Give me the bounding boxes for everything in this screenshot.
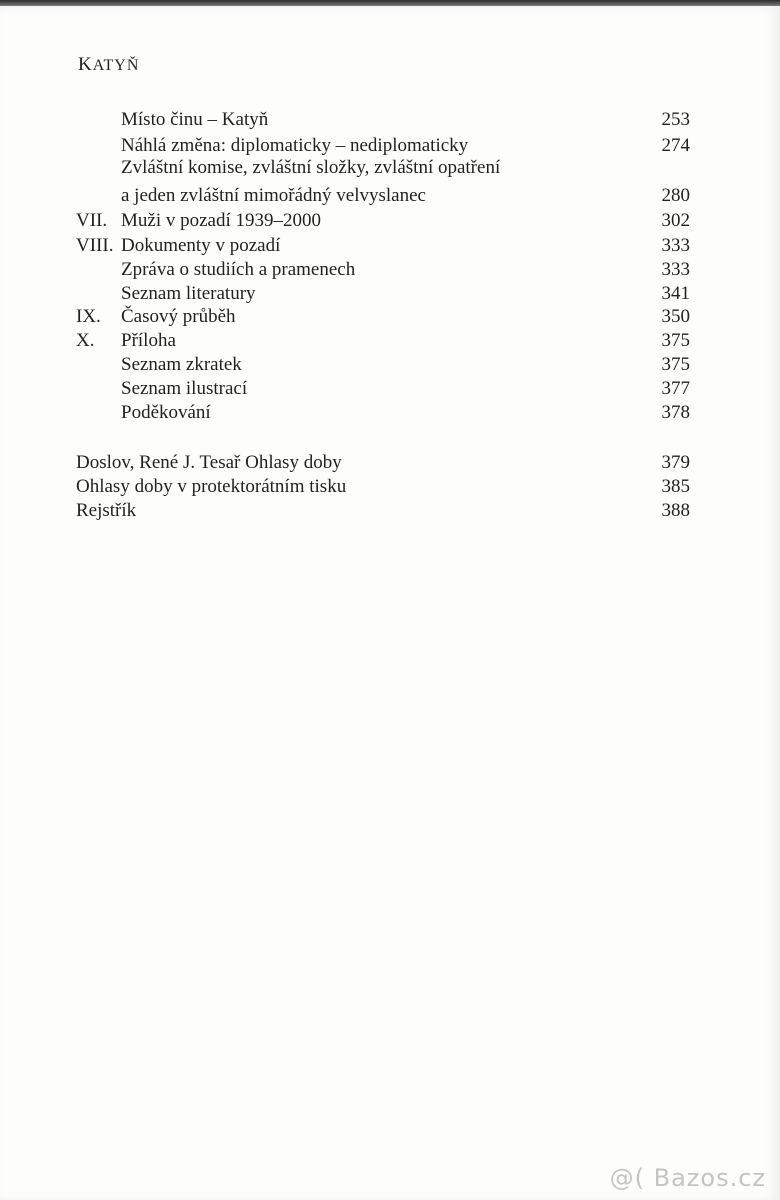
toc-entry-title: a jeden zvláštní mimořádný velvyslanec (121, 185, 426, 206)
toc-page-number: 388 (661, 500, 690, 521)
toc-entry-title: Příloha (121, 330, 176, 351)
toc-chapter-number: VII. (76, 210, 108, 231)
toc-page-number: 377 (661, 378, 690, 399)
toc-page-number: 274 (661, 135, 690, 156)
toc-entry (76, 134, 690, 158)
toc-page-number: 375 (661, 354, 690, 375)
toc-chapter-number: X. (76, 330, 95, 351)
toc-entry-title: Ohlasy doby v protektorátním tisku (76, 476, 347, 497)
toc-entry-title: Muži v pozadí 1939–2000 (121, 210, 322, 231)
toc-page-number: 280 (661, 185, 690, 206)
toc-entry-title: Seznam ilustrací (121, 378, 248, 399)
toc-entry (76, 209, 690, 233)
toc-entry (76, 108, 690, 132)
toc-entry-title: Doslov, René J. Tesař Ohlasy doby (76, 452, 342, 473)
watermark-logo: @( Bazos.cz (609, 1164, 766, 1192)
toc-entry-title: Zpráva o studiích a pramenech (121, 259, 356, 280)
toc-entry (76, 258, 690, 282)
running-head-initial: K (78, 54, 93, 75)
toc-entry (76, 401, 690, 425)
toc-entry-title: Dokumenty v pozadí (121, 235, 281, 256)
toc-page-number: 385 (661, 476, 690, 497)
toc-entry-title: Místo činu – Katyň (121, 109, 269, 130)
toc-page-number: 333 (661, 235, 690, 256)
toc-page-number: 350 (661, 306, 690, 327)
toc-entry (76, 329, 690, 353)
toc-chapter-number: VIII. (76, 235, 114, 256)
toc-entry (76, 234, 690, 258)
toc-page-number: 253 (661, 109, 690, 130)
toc-entry (76, 282, 690, 306)
toc-entry (76, 475, 690, 499)
toc-page-number: 341 (661, 283, 690, 304)
running-head-rest: ATYŇ (92, 57, 140, 74)
toc-chapter-number: IX. (76, 306, 101, 327)
toc-entry (76, 377, 690, 401)
toc-entry-title: Zvláštní komise, zvláštní složky, zvláštní opatření (121, 157, 501, 178)
toc-page-number: 379 (661, 452, 690, 473)
toc-entry (76, 184, 690, 208)
toc-page-number: 302 (661, 210, 690, 231)
toc-entry-title: Poděkování (121, 402, 211, 423)
toc-entry (76, 305, 690, 329)
toc-entry (76, 353, 690, 377)
toc-page-number: 333 (661, 259, 690, 280)
toc-entry (76, 499, 690, 523)
toc-page-number: 378 (661, 402, 690, 423)
toc-entry-title: Časový průběh (121, 306, 236, 327)
toc-entry (76, 451, 690, 475)
toc-page-number: 375 (661, 330, 690, 351)
running-head (78, 54, 139, 76)
toc-entry (76, 156, 690, 180)
toc-entry-title: Seznam literatury (121, 283, 256, 304)
toc-entry-title: Rejstřík (76, 500, 137, 521)
toc-entry-title: Seznam zkratek (121, 354, 242, 375)
toc-entry-title: Náhlá změna: diplomaticky – nediplomaticky (121, 135, 469, 156)
